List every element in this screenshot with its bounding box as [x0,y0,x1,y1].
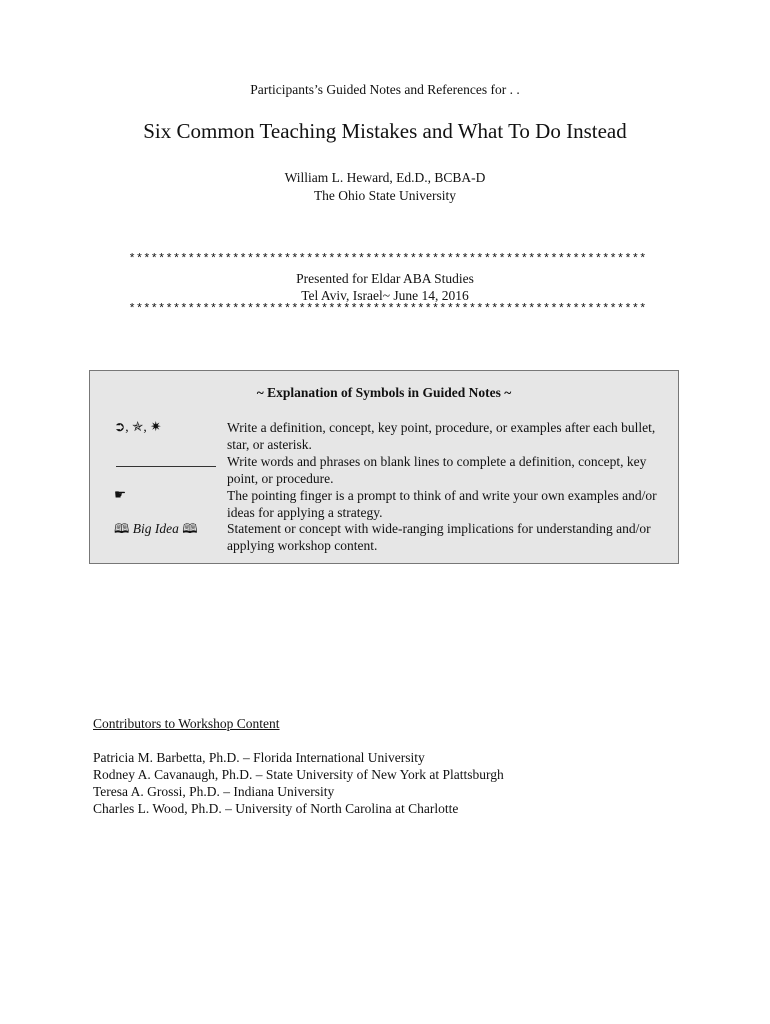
bullet-star-asterisk-symbols: ➲, ✯, ✷ [114,419,162,434]
presented-for: Presented for Eldar ABA Studies [296,271,474,286]
author-affiliation: The Ohio State University [313,188,457,203]
location-date: Tel Aviv, Israel~ June 14, 2016 [301,288,469,303]
pointing-finger-icon: ☛ [114,487,127,502]
symbol-legend-box [89,370,679,564]
document-title: Six Common Teaching Mistakes and What To Do Instead [143,119,627,143]
big-idea-label: Big Idea [129,521,183,536]
contributor-item: Patricia M. Barbetta, Ph.D. – Florida International University [93,750,425,765]
big-idea-symbol [114,520,198,542]
author-name: William L. Heward, Ed.D., BCBA-D [284,170,486,185]
legend-heading: ~ Explanation of Symbols in Guided Notes ~ [256,385,512,400]
contributor-item: Teresa A. Grossi, Ph.D. – Indiana University [93,784,335,799]
legend-description: Write a definition, concept, key point, procedure, or examples after each bullet, star, or asterisk. [227,420,656,452]
legend-description: The pointing finger is a prompt to think of and write your own examples and/or ideas for applying a strategy. [227,488,657,520]
blank-line-symbol [116,453,216,467]
book-icon: 🕮 [114,521,130,536]
book-icon: 🕮 [182,521,198,536]
asterisk-divider-bottom: ********************************************************************** [128,302,647,316]
contributor-item: Rodney A. Cavanaugh, Ph.D. – State University of New York at Plattsburgh [93,767,504,782]
contributor-item: Charles L. Wood, Ph.D. – University of North Carolina at Charlotte [93,801,459,816]
intro-line: Participants’s Guided Notes and References for . . [250,82,520,97]
legend-description: Write words and phrases on blank lines to complete a definition, concept, key point, or procedure. [227,454,647,486]
legend-description: Statement or concept with wide-ranging implications for understanding and/or applying workshop content. [227,521,651,553]
asterisk-divider-top: ********************************************************************** [128,252,647,266]
contributors-heading: Contributors to Workshop Content [93,716,280,731]
